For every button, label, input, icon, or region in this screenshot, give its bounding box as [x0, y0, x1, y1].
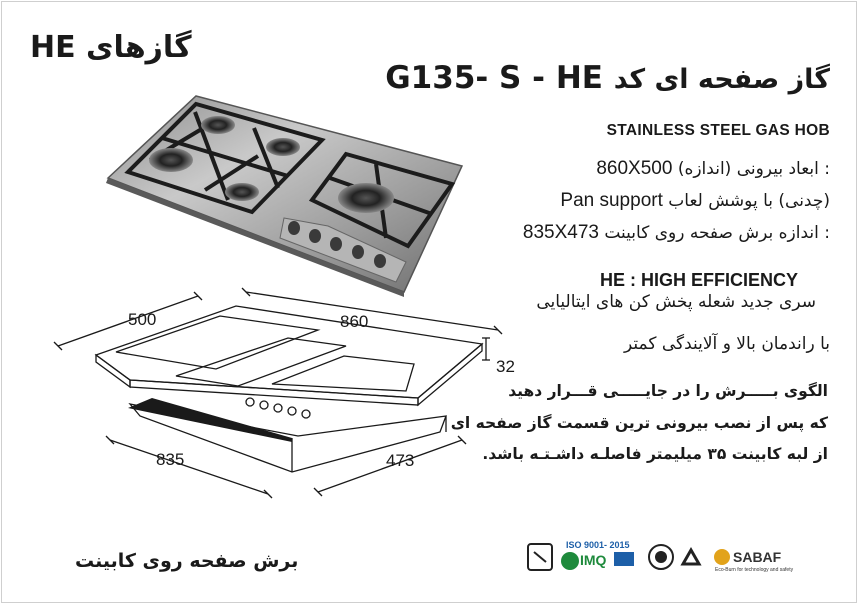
- imq-label: IMQ: [580, 552, 607, 568]
- dimension-width-label: 860: [340, 312, 369, 331]
- install-note-line-3: از لبه کابینت ۳۵ میلیمتر فاصلـه داشـتـه باشد.: [482, 445, 828, 463]
- sabaf-tagline: Eco-Burn for technology and safety: [715, 567, 794, 573]
- cabinet-cutout-caption: برش صفحه روی کابینت: [75, 550, 299, 572]
- standard-mark-icon: [528, 544, 552, 570]
- model-code: G135- S - HE: [385, 60, 603, 96]
- efficiency-line-2: با راندمان بالا و آلایندگی کمتر: [623, 334, 830, 354]
- series-title: گازهای HE: [30, 30, 192, 65]
- dimension-cut-depth-label: 473: [386, 451, 415, 470]
- spec-value: 860X500: [596, 158, 673, 179]
- product-subtitle: STAINLESS STEEL GAS HOB: [606, 122, 830, 139]
- spec-label: : اندازه برش صفحه روی کابینت: [604, 223, 830, 243]
- install-note-line-1: الگوی بـــــرش را در جایـــــی قـــرار دهید: [508, 382, 828, 400]
- spec-value: Pan support: [560, 190, 663, 211]
- dimension-cut-width-label: 835: [156, 450, 185, 469]
- spec-value: 835X473: [522, 222, 599, 243]
- sabaf-logo: [714, 549, 730, 565]
- nsf-seal-icon: [649, 545, 673, 569]
- iso-label: ISO 9001- 2015: [566, 540, 630, 550]
- dimension-depth-label: 500: [128, 310, 157, 329]
- efficiency-line-1: سری جدید شعله پخش کن های ایتالیایی: [536, 292, 816, 312]
- model-prefix: گاز صفحه ای کد: [613, 64, 830, 95]
- efficiency-heading: HE : HIGH EFFICIENCY: [599, 270, 798, 290]
- install-note-line-2: که پس از نصب بیرونی ترین قسمت گاز صفحه ای: [450, 414, 828, 432]
- recycle-icon: [683, 550, 699, 564]
- dimension-height-label: 32: [496, 357, 515, 376]
- sabaf-label: SABAF: [733, 549, 782, 565]
- spec-label: (چدنی) با پوشش لعاب: [668, 191, 830, 211]
- spec-label: : ابعاد بیرونی (اندازه): [677, 159, 830, 179]
